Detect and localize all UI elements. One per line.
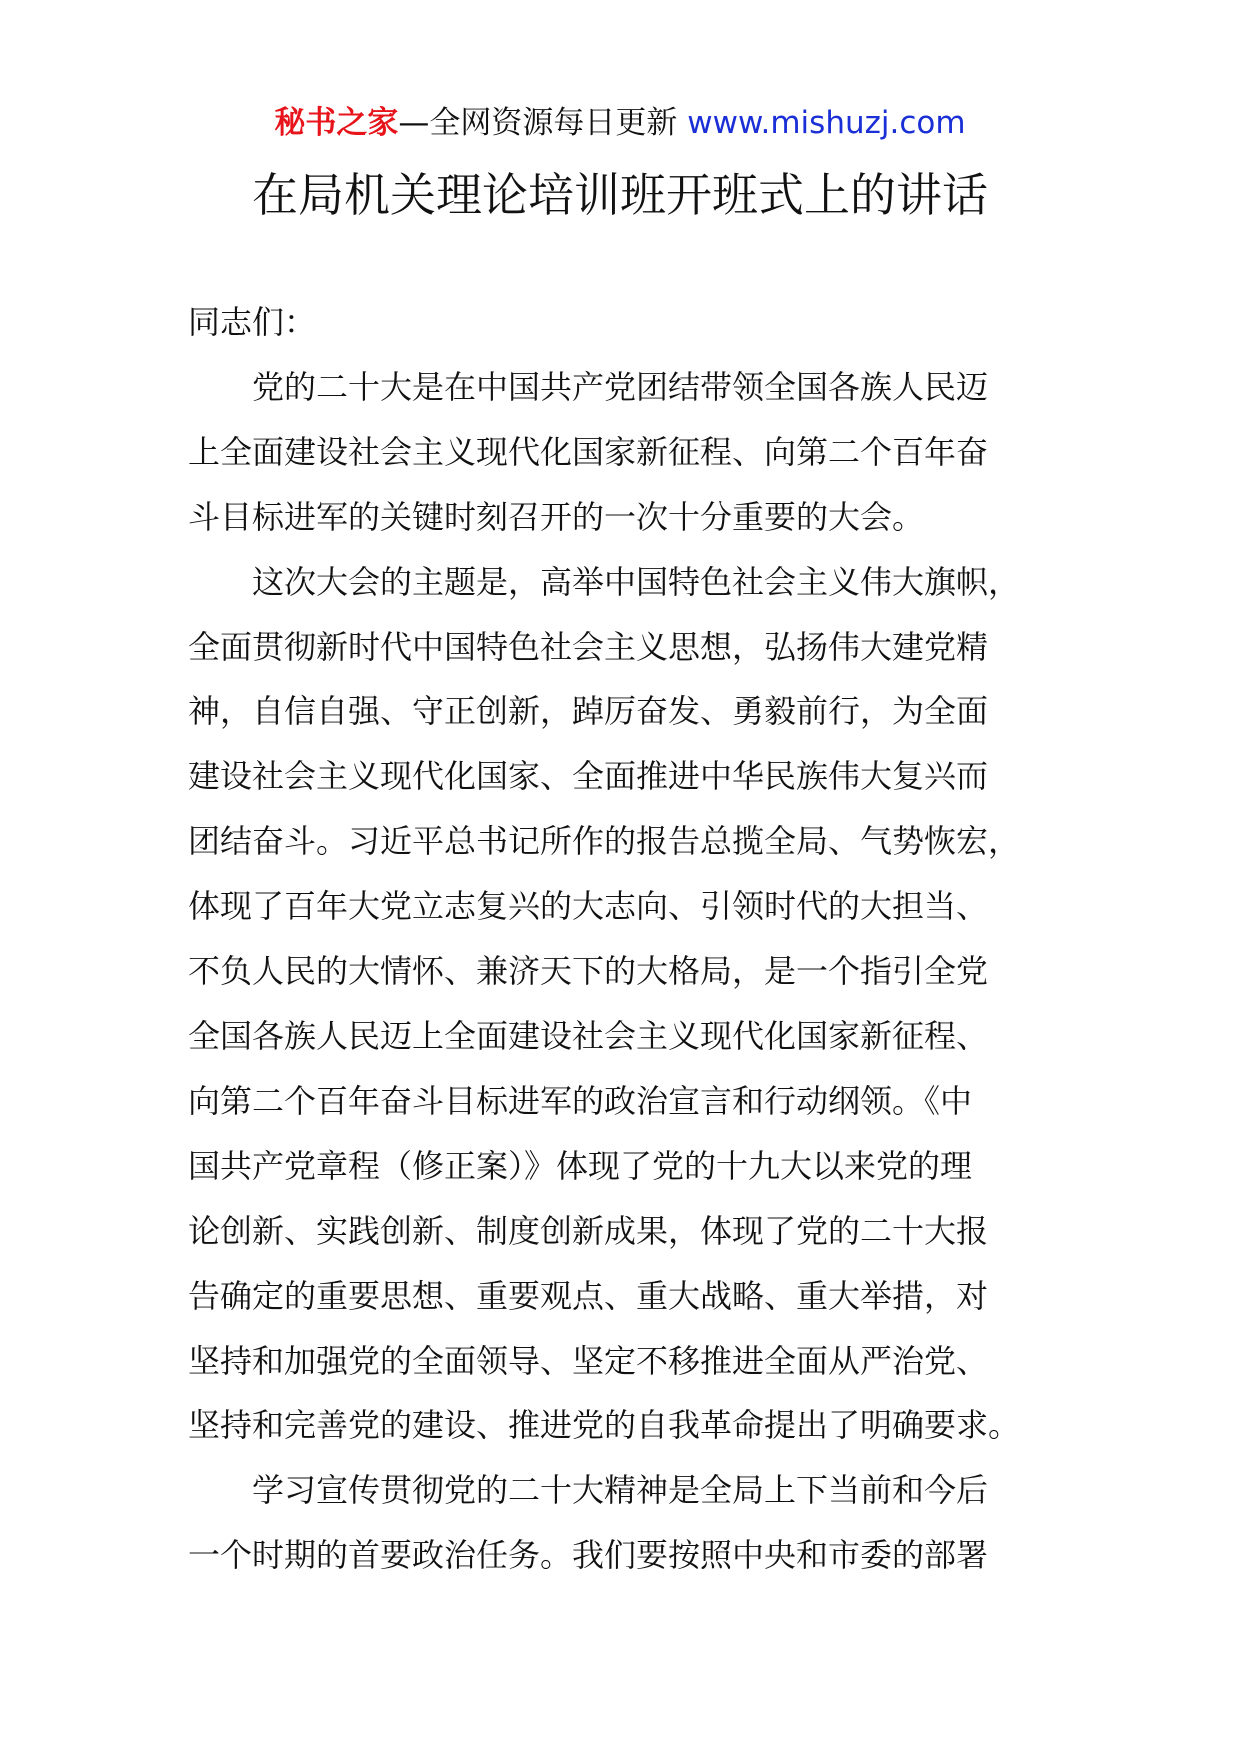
site-header: [0, 103, 1240, 143]
paragraph-line: 国共产党章程（修正案）》体现了党的十九大以来党的理: [188, 1146, 973, 1185]
paragraph-line: 论创新、实践创新、制度创新成果，体现了党的二十大报: [188, 1211, 989, 1250]
paragraph-2: [188, 550, 1068, 1459]
paragraph-line: 斗目标进军的关键时刻召开的一次十分重要的大会。: [188, 497, 925, 536]
paragraph-line: 这次大会的主题是，高举中国特色社会主义伟大旗帜，: [252, 562, 1021, 601]
paragraph-line: 不负人民的大情怀、兼济天下的大格局，是一个指引全党: [188, 952, 989, 991]
paragraph-line: 告确定的重要思想、重要观点、重大战略、重大举措，对: [188, 1276, 989, 1315]
paragraph-line: 坚持和完善党的建设、推进党的自我革命提出了明确要求。: [188, 1406, 1021, 1445]
paragraph-line: 一个时期的首要政治任务。我们要按照中央和市委的部署: [188, 1536, 989, 1575]
paragraph-line: 上全面建设社会主义现代化国家新征程、向第二个百年奋: [188, 432, 989, 471]
paragraph-line: 坚持和加强党的全面领导、坚定不移推进全面从严治党、: [188, 1341, 989, 1380]
paragraph-1: [188, 355, 1068, 550]
site-url-link[interactable]: www.mishuzj.com: [687, 105, 966, 141]
salutation: 同志们：: [188, 303, 317, 341]
site-slogan: —全网资源每日更新: [398, 105, 688, 141]
paragraph-line: 神，自信自强、守正创新，踔厉奋发、勇毅前行，为全面: [188, 692, 989, 731]
paragraph-line: 学习宣传贯彻党的二十大精神是全局上下当前和今后: [252, 1471, 989, 1510]
site-brand: 秘书之家: [274, 105, 399, 141]
document-title: 在局机关理论培训班开班式上的讲话: [252, 168, 988, 222]
paragraph-line: 建设社会主义现代化国家、全面推进中华民族伟大复兴而: [188, 757, 989, 796]
paragraph-line: 全国各族人民迈上全面建设社会主义现代化国家新征程、: [188, 1016, 989, 1055]
paragraph-line: 团结奋斗。习近平总书记所作的报告总揽全局、气势恢宏，: [188, 822, 1021, 861]
paragraph-line: 党的二十大是在中国共产党团结带领全国各族人民迈: [252, 367, 989, 406]
document-body: [188, 290, 1068, 1588]
paragraph-line: 体现了百年大党立志复兴的大志向、引领时代的大担当、: [188, 887, 989, 926]
paragraph-3: [188, 1458, 1068, 1588]
paragraph-line: 向第二个百年奋斗目标进军的政治宣言和行动纲领。《中: [188, 1081, 973, 1120]
paragraph-line: 全面贯彻新时代中国特色社会主义思想，弘扬伟大建党精: [188, 627, 989, 666]
